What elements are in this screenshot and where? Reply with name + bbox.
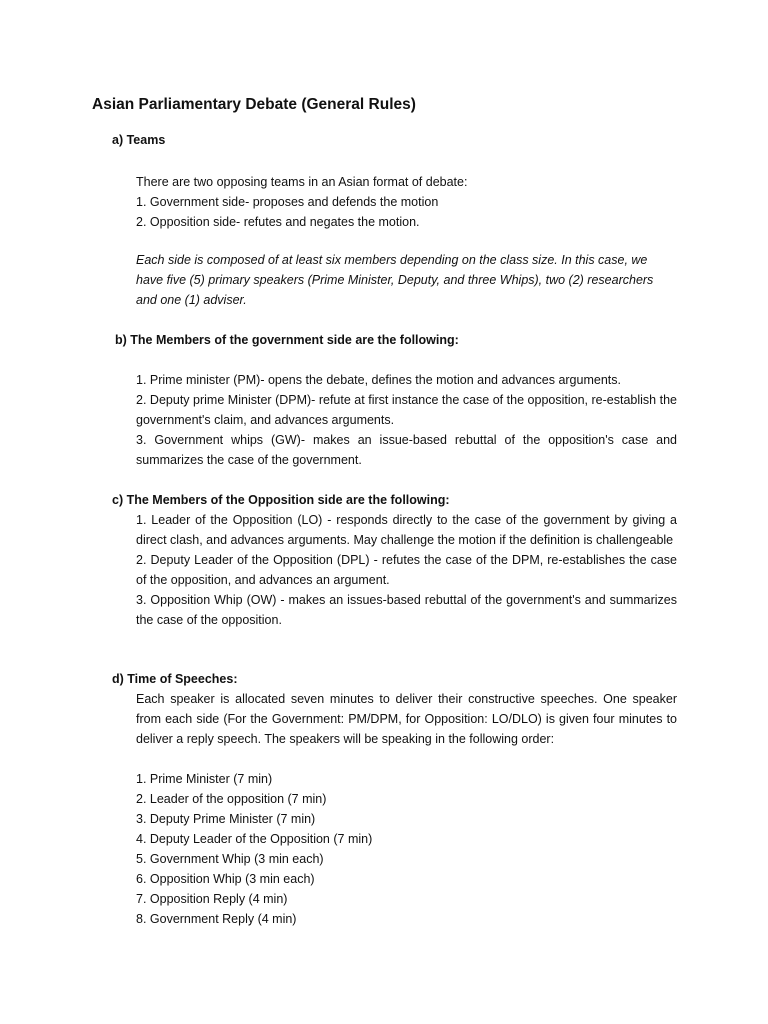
section-a-heading: a) Teams — [112, 133, 166, 147]
list-item: 8. Government Reply (4 min) — [136, 912, 297, 926]
section-c-list — [136, 510, 677, 630]
list-item: 4. Deputy Leader of the Opposition (7 min) — [136, 832, 373, 846]
list-item: 1. Prime minister (PM)- opens the debate, defines the motion and advances arguments. — [136, 373, 621, 387]
section-d-heading: d) Time of Speeches: — [112, 672, 238, 686]
section-c-heading: c) The Members of the Opposition side are the following: — [112, 493, 450, 507]
speaking-order-list — [136, 769, 677, 929]
list-item: 2. Leader of the opposition (7 min) — [136, 792, 327, 806]
section-a-note: Each side is composed of at least six members depending on the class size. In this case, we have five (5) primary speakers (Prime Minister, Deputy, and three Whips), two (2) researchers and one (1) adviser. — [136, 253, 654, 307]
list-item: 1. Government side- proposes and defends the motion — [136, 195, 439, 209]
list-item: 1. Leader of the Opposition (LO) - responds directly to the case of the government by giving a direct clash, and advances arguments. May challenge the motion if the definition is challengeable — [136, 513, 677, 547]
section-b-list — [136, 370, 677, 470]
page-title: Asian Parliamentary Debate (General Rules) — [92, 96, 416, 113]
list-item: 2. Deputy prime Minister (DPM)- refute at first instance the case of the opposition, re-establish the government's claim, and advances arguments. — [136, 393, 677, 427]
list-item: 6. Opposition Whip (3 min each) — [136, 872, 315, 886]
section-a-body — [136, 172, 677, 232]
list-item: 2. Deputy Leader of the Opposition (DPL) - refutes the case of the DPM, re-establishes the case of the opposition, and advances an argument. — [136, 553, 677, 587]
list-item: 3. Government whips (GW)- makes an issue-based rebuttal of the opposition's case and summarizes the case of the government. — [136, 433, 677, 467]
list-item: 3. Opposition Whip (OW) - makes an issues-based rebuttal of the government's and summarizes the case of the opposition. — [136, 593, 677, 627]
section-d-intro: Each speaker is allocated seven minutes to deliver their constructive speeches. One speaker from each side (For the Government: PM/DPM, for Opposition: LO/DLO) is given four minutes to deliver a reply speech. The speakers will be speaking in the following order: — [136, 692, 677, 746]
list-item: 7. Opposition Reply (4 min) — [136, 892, 288, 906]
section-b-heading: b) The Members of the government side are the following: — [115, 333, 459, 347]
list-item: 5. Government Whip (3 min each) — [136, 852, 324, 866]
list-item: 1. Prime Minister (7 min) — [136, 772, 273, 786]
section-a-intro: There are two opposing teams in an Asian format of debate: — [136, 175, 468, 189]
list-item: 2. Opposition side- refutes and negates the motion. — [136, 215, 420, 229]
list-item: 3. Deputy Prime Minister (7 min) — [136, 812, 316, 826]
